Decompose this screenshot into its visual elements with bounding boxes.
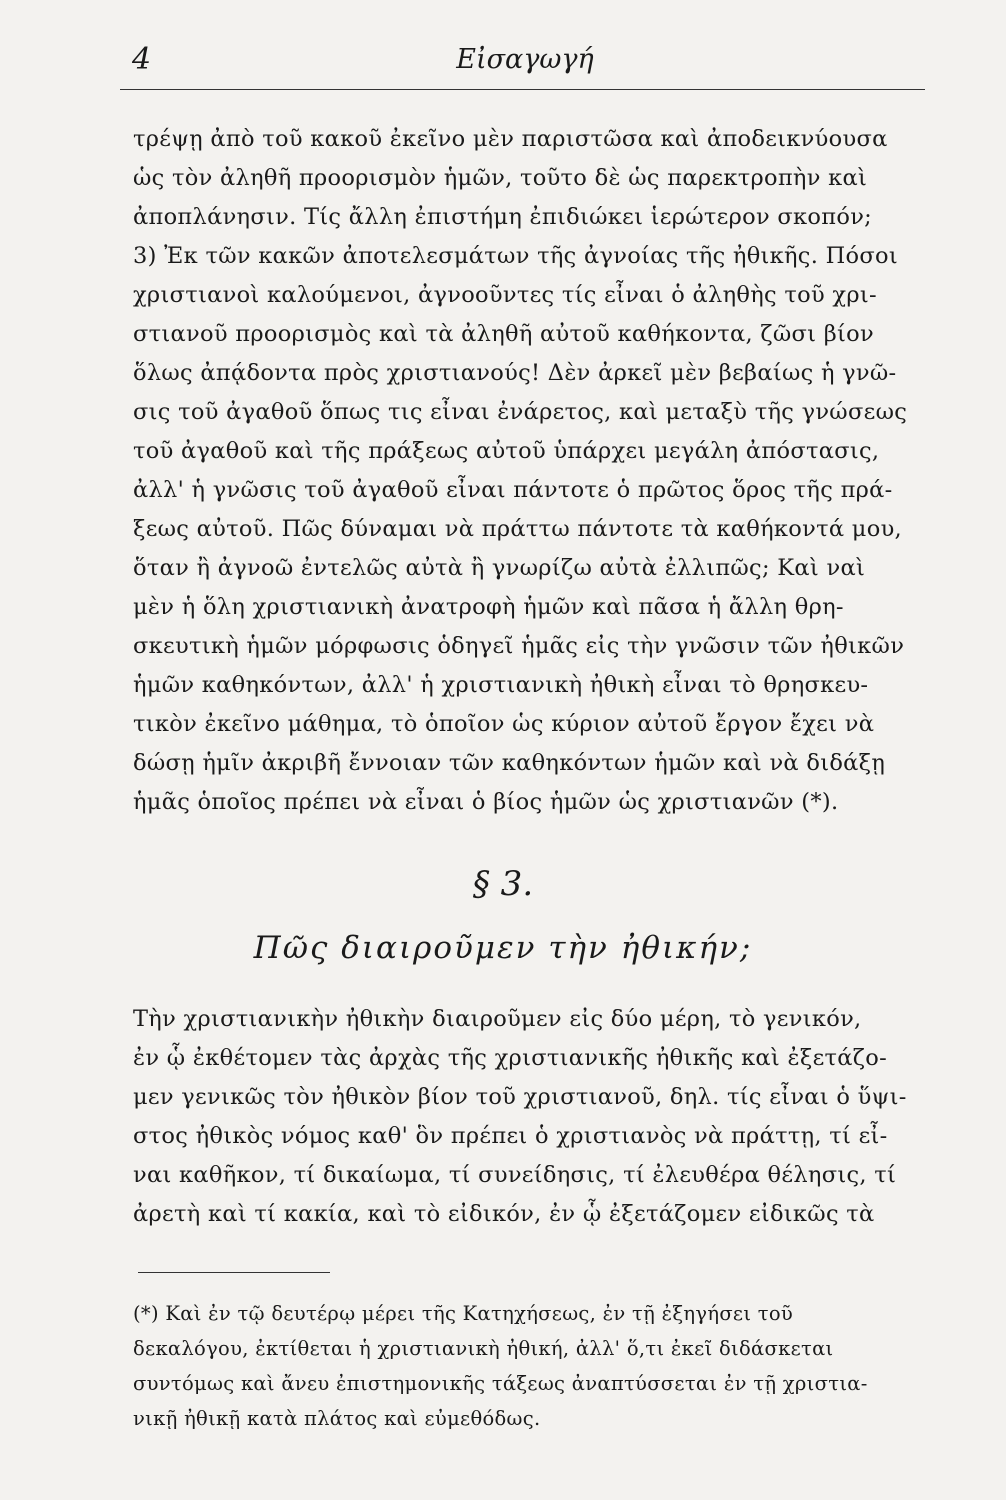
section-heading: Πῶς διαιροῦμεν τὴν ἠθικήν; bbox=[253, 930, 753, 966]
running-title: Εἰσαγωγή bbox=[456, 44, 594, 75]
footnote-rule bbox=[138, 1272, 330, 1273]
footnote-line: δεκαλόγου, ἐκτίθεται ἡ χριστιανικὴ ἠθική, ἀλλ' ὅ,τι ἐκεῖ διδάσκεται bbox=[133, 1337, 834, 1360]
text-line: στιανοῦ προορισμὸς καὶ τὰ ἀληθῆ αὐτοῦ καθήκοντα, ζῶσι βίον bbox=[133, 321, 874, 347]
text-line: ἀρετὴ καὶ τί κακία, καὶ τὸ εἰδικόν, ἐν ᾧ ἐξετάζομεν εἰδικῶς τὰ bbox=[133, 1201, 875, 1227]
text-line: 3) Ἐκ τῶν κακῶν ἀποτελεσμάτων τῆς ἀγνοίας τῆς ἠθικῆς. Πόσοι bbox=[133, 243, 899, 269]
text-line: τρέψῃ ἀπὸ τοῦ κακοῦ ἐκεῖνο μὲν παριστῶσα καὶ ἀποδεικνύουσα bbox=[133, 126, 888, 152]
footnote bbox=[133, 1296, 933, 1436]
section-paragraph bbox=[133, 1000, 933, 1234]
text-line: ξεως αὐτοῦ. Πῶς δύναμαι νὰ πράττω πάντοτε τὰ καθήκοντά μου, bbox=[133, 516, 902, 542]
header-rule bbox=[120, 89, 925, 90]
footnote-line: νικῇ ἠθικῇ κατὰ πλάτος καὶ εὐμεθόδως. bbox=[133, 1407, 541, 1430]
text-line: τοῦ ἀγαθοῦ καὶ τῆς πράξεως αὐτοῦ ὑπάρχει μεγάλη ἀπόστασις, bbox=[133, 438, 880, 464]
body-paragraph bbox=[133, 120, 933, 822]
text-line: χριστιανοὶ καλούμενοι, ἀγνοοῦντες τίς εἶναι ὁ ἀληθὴς τοῦ χρι- bbox=[133, 282, 877, 308]
text-line: Τὴν χριστιανικὴν ἠθικὴν διαιροῦμεν εἰς δύο μέρη, τὸ γενικόν, bbox=[133, 1006, 862, 1032]
text-line: ναι καθῆκον, τί δικαίωμα, τί συνείδησις, τί ἐλευθέρα θέλησις, τί bbox=[133, 1162, 897, 1188]
text-line: ὅλως ἀπᾴδοντα πρὸς χριστιανούς! Δὲν ἀρκεῖ μὲν βεβαίως ἡ γνῶ- bbox=[133, 360, 897, 386]
text-line: στος ἠθικὸς νόμος καθ' ὃν πρέπει ὁ χριστιανὸς νὰ πράττῃ, τί εἶ- bbox=[133, 1123, 888, 1149]
text-line: ὡς τὸν ἀληθῆ προορισμὸν ἡμῶν, τοῦτο δὲ ὡς παρεκτροπὴν καὶ bbox=[133, 165, 868, 191]
text-line: δώσῃ ἡμῖν ἀκριβῆ ἔννοιαν τῶν καθηκόντων ἡμῶν καὶ νὰ διδάξῃ bbox=[133, 750, 886, 776]
text-line: ἡμῶν καθηκόντων, ἀλλ' ἡ χριστιανικὴ ἠθικὴ εἶναι τὸ θρησκευ- bbox=[133, 672, 869, 698]
text-line: ὅταν ἢ ἀγνοῶ ἐντελῶς αὐτὰ ἢ γνωρίζω αὐτὰ ἐλλιπῶς; Καὶ ναὶ bbox=[133, 555, 866, 581]
text-line: ἀλλ' ἡ γνῶσις τοῦ ἀγαθοῦ εἶναι πάντοτε ὁ πρῶτος ὅρος τῆς πρά- bbox=[133, 477, 893, 503]
section-number: § 3. bbox=[472, 864, 534, 904]
text-line: ἐν ᾧ ἐκθέτομεν τὰς ἀρχὰς τῆς χριστιανικῆς ἠθικῆς καὶ ἐξετάζο- bbox=[133, 1045, 888, 1071]
footnote-line: συντόμως καὶ ἄνευ ἐπιστημονικῆς τάξεως ἀναπτύσσεται ἐν τῇ χριστια- bbox=[133, 1372, 868, 1395]
text-line: σκευτικὴ ἡμῶν μόρφωσις ὁδηγεῖ ἡμᾶς εἰς τὴν γνῶσιν τῶν ἠθικῶν bbox=[133, 633, 905, 659]
page-header bbox=[120, 40, 930, 90]
footnote-line: (*) Καὶ ἐν τῷ δευτέρῳ μέρει τῆς Κατηχήσεως, ἐν τῇ ἐξηγήσει τοῦ bbox=[133, 1302, 794, 1325]
text-line: μὲν ἡ ὅλη χριστιανικὴ ἀνατροφὴ ἡμῶν καὶ πᾶσα ἡ ἄλλη θρη- bbox=[133, 594, 844, 620]
text-line: τικὸν ἐκεῖνο μάθημα, τὸ ὁποῖον ὡς κύριον αὐτοῦ ἔργον ἔχει νὰ bbox=[133, 711, 875, 737]
text-line: μεν γενικῶς τὸν ἠθικὸν βίον τοῦ χριστιανοῦ, δηλ. τίς εἶναι ὁ ὕψι- bbox=[133, 1084, 907, 1110]
page-number: 4 bbox=[132, 42, 152, 77]
text-line: ἡμᾶς ὁποῖος πρέπει νὰ εἶναι ὁ βίος ἡμῶν ὡς χριστιανῶν (*). bbox=[133, 789, 839, 815]
text-line: σις τοῦ ἀγαθοῦ ὅπως τις εἶναι ἐνάρετος, καὶ μεταξὺ τῆς γνώσεως bbox=[133, 399, 908, 425]
text-line: ἀποπλάνησιν. Τίς ἄλλη ἐπιστήμη ἐπιδιώκει ἱερώτερον σκοπόν; bbox=[133, 204, 873, 230]
